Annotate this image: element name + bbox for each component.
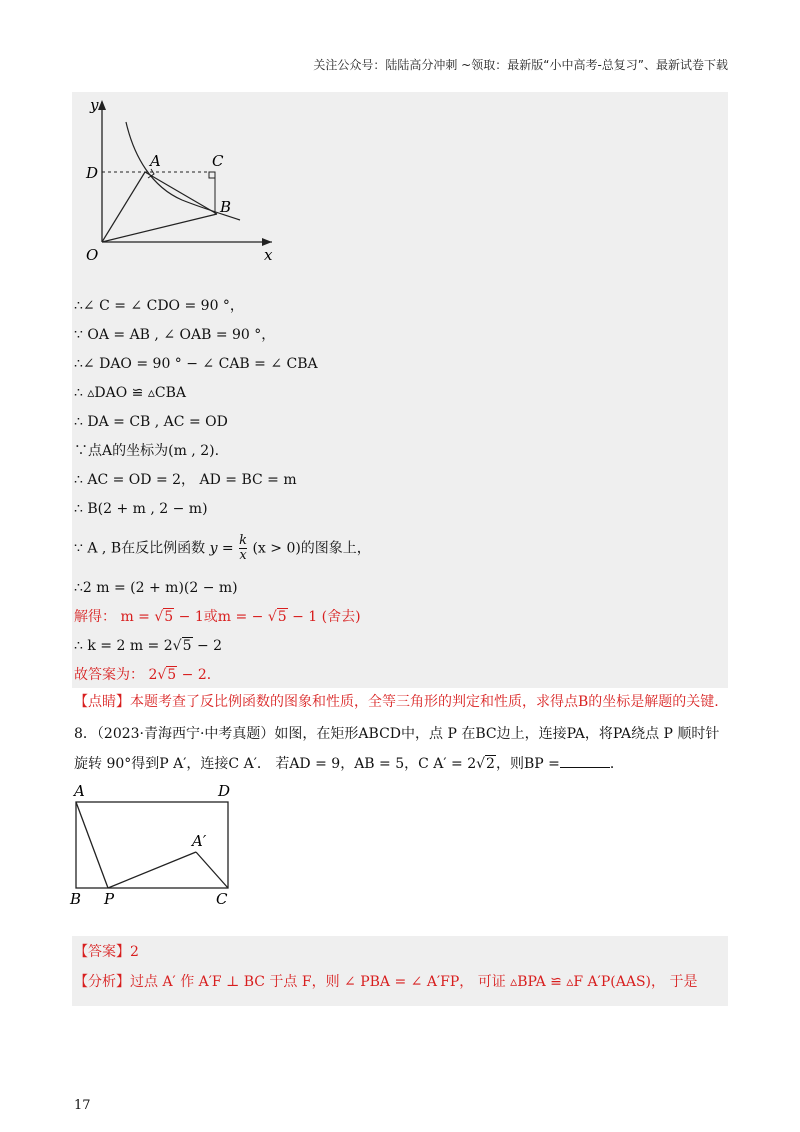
label-C: C [212, 152, 224, 170]
label-A: A [74, 782, 85, 800]
label-C: C [216, 890, 228, 908]
label-D: D [86, 164, 99, 182]
question-8-line-1: 8．（2023·青海西宁·中考真题）如图，在矩形ABCD中，点 P 在BC边上，连接PA，将PA绕点 P 顺时针 [74, 726, 720, 742]
step-4: ∴ ▵DAO ≌ ▵CBA [74, 385, 186, 401]
label-A-prime: A′ [192, 832, 207, 850]
label-B: B [220, 198, 232, 216]
step-11: 解得： m = √5 − 1或m = − √5 − 1 (舍去) [74, 609, 361, 625]
key-point: 【点睛】本题考查了反比例函数的图象和性质，全等三角形的判定和性质，求得点B的坐标是解题的关键. [74, 694, 719, 710]
answer: 【答案】2 [74, 944, 139, 960]
step-6: ∵点A的坐标为(m , 2). [74, 443, 220, 459]
step-10: ∴2 m = (2 + m)(2 − m) [74, 580, 238, 596]
label-B: B [70, 890, 82, 908]
question-8-line-2: 旋转 90°得到P A′，连接C A′． 若AD = 9，AB = 5，C A′ = 2√2，则BP = ． [74, 756, 624, 772]
label-x: x [264, 246, 273, 264]
label-O: O [86, 246, 99, 264]
figure-hyperbola [72, 92, 292, 272]
answer-blank [560, 755, 610, 768]
analysis: 【分析】过点 A′ 作 A′F ⊥ BC 于点 F，则 ∠ PBA = ∠ A′FP， 可证 ▵BPA ≌ ▵F A′P(AAS)， 于是 [74, 974, 698, 990]
label-A: A [150, 152, 161, 170]
page-header: 关注公众号：陆陆高分冲刺 ~领取：最新版“小中高考-总复习”、最新试卷下载 [313, 58, 728, 72]
step-7: ∴ AC = OD = 2， AD = BC = m [74, 472, 297, 488]
step-5: ∴ DA = CB , AC = OD [74, 414, 228, 430]
step-2: ∵ OA = AB , ∠ OAB = 90 °， [74, 327, 276, 343]
fraction-k-over-x: $\frac{k}{x}$ [239, 533, 247, 563]
label-D: D [218, 782, 231, 800]
step-13: 故答案为： 2√5 − 2． [74, 667, 221, 683]
figure-rectangle [64, 780, 254, 910]
answer-panel [72, 936, 728, 1006]
step-12: ∴ k = 2 m = 2√5 − 2 [74, 638, 223, 654]
step-3: ∴∠ DAO = 90 ° − ∠ CAB = ∠ CBA [74, 356, 318, 372]
step-8: ∴ B(2 + m , 2 − m) [74, 501, 208, 517]
page-number: 17 [74, 1098, 91, 1113]
label-y: y [90, 96, 99, 114]
step-9: ∵ A , B在反比例函数 y = $\frac{k}{x}$ (x > 0)的图象上， [74, 533, 371, 563]
step-1: ∴∠ C = ∠ CDO = 90 °， [74, 298, 244, 314]
label-P: P [104, 890, 115, 908]
